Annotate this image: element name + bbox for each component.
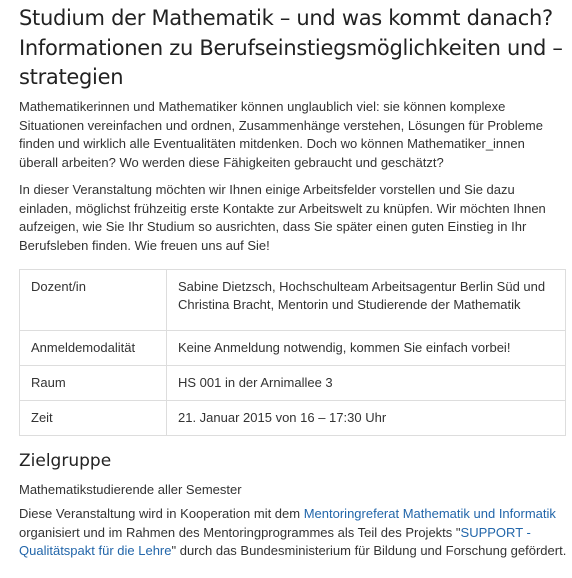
table-row [20,331,566,366]
row-label-room: Raum [20,366,167,401]
row-value-registration: Keine Anmeldung notwendig, kommen Sie einfach vorbei! [167,331,566,366]
intro-paragraph: Mathematikerinnen und Mathematiker können unglaublich viel: sie können komplexe Situationen vereinfachen und ordnen, Zusammenhänge verstehen, Lösungen für Probleme finden und wirklich alle Eventualitäten mitdenken. Doch wo können Mathematiker_innen überall arbeiten? Wo werden diese Fähigkeiten gebraucht und geschätzt? [19,99,543,170]
section-heading-target-group: Zielgruppe [19,451,112,471]
row-value-lecturer: Sabine Dietzsch, Hochschulteam Arbeitsagentur Berlin Süd und Christina Bracht, Mentorin und Studierende der Mathematik [167,270,566,331]
cooperation-text: organisiert und im Rahmen des Mentoringprogrammes als Teil des Projekts " [19,524,461,540]
cooperation-paragraph [19,505,569,561]
mentoring-office-link[interactable]: Mentoringreferat Mathematik und Informatik [303,506,556,521]
row-label-lecturer: Dozent/in [20,270,167,331]
table-row [20,366,566,401]
intro-paragraph: In dieser Veranstaltung möchten wir Ihnen einige Arbeitsfelder vorstellen und Sie dazu einladen, möglichst frühzeitig erste Kontakte zur Arbeitswelt zu knüpfen. Wir möchten Ihnen aufzeigen, wie Sie Ihr Studium so ausrichten, dass Sie später einen guten Einstieg in Ihr Berufsleben finden. Wie freuen uns auf Sie! [19,182,546,253]
cooperation-text: Diese Veranstaltung wird in Kooperation mit dem [19,506,304,521]
cooperation-text: " durch das Bundesministerium für Bildung und Forschung gefördert. [171,543,567,558]
target-group-text: Mathematikstudierende aller Semester [19,482,242,497]
row-value-time: 21. Januar 2015 von 16 – 17:30 Uhr [167,401,566,436]
support-project-link[interactable]: SUPPORT - Qualitätspakt für die Lehre [19,524,531,558]
event-info-table [19,269,566,436]
table-row [20,401,566,436]
row-value-room: HS 001 in der Arnimallee 3 [167,366,566,401]
row-label-time: Zeit [20,401,167,436]
page-title: Studium der Mathematik – und was kommt danach? Informationen zu Berufseinstiegsmöglichkeiten und –strategien [19,6,563,89]
table-row [20,270,566,331]
row-label-registration: Anmeldemodalität [20,331,167,366]
